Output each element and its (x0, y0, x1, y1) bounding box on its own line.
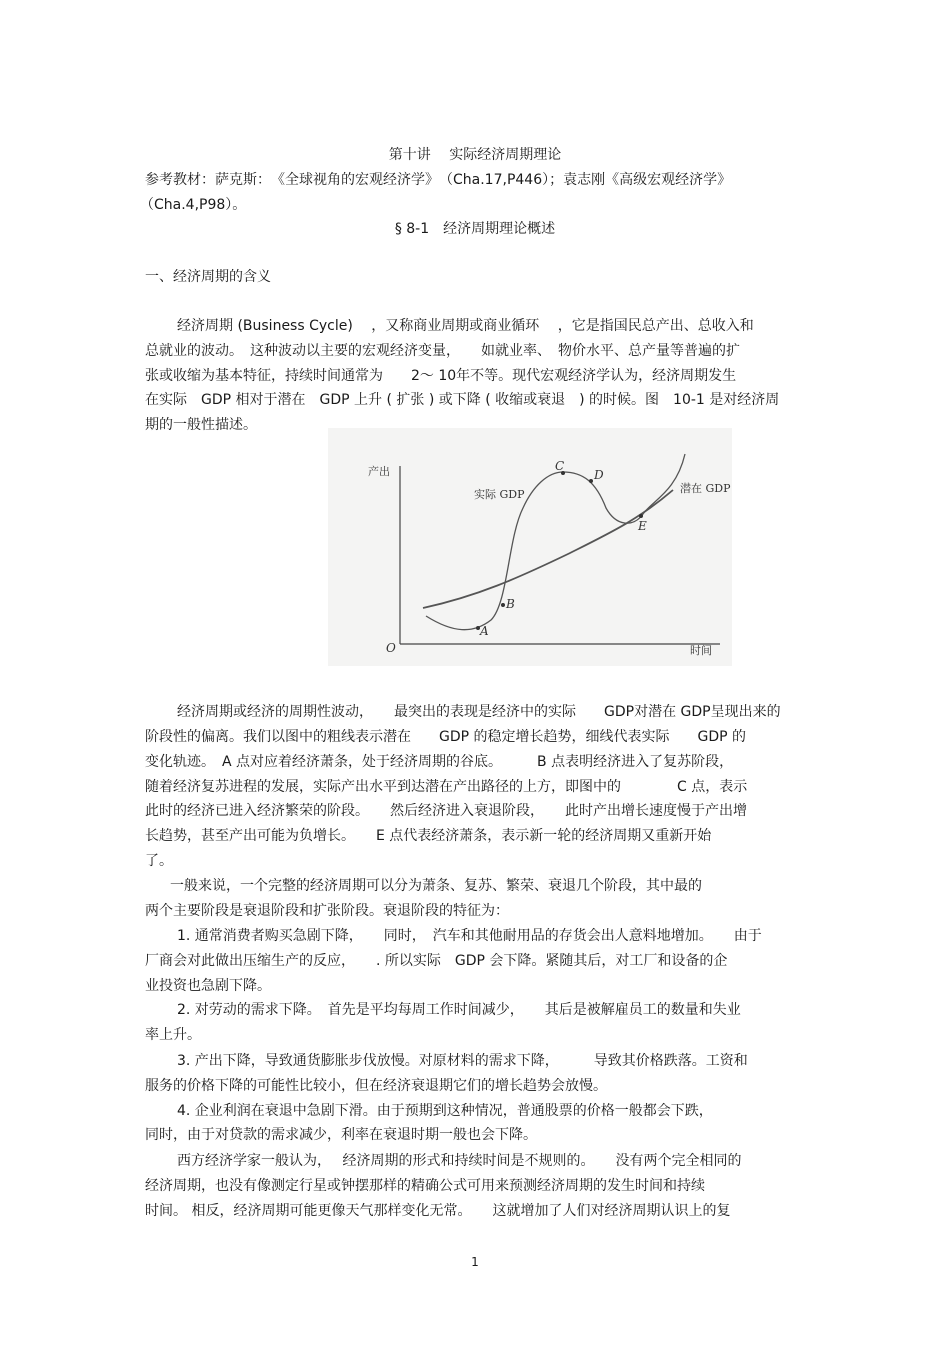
point-d-label: D (594, 468, 604, 482)
business-cycle-figure (328, 428, 732, 666)
paragraph-line: 张或收缩为基本特征，持续时间通常为 2～ 10年不等。现代宏观经济学认为，经济周期发生 (145, 368, 737, 384)
paragraph-line: 总就业的波动。 这种波动以主要的宏观经济变量， 如就业率、 物价水平、总产量等普遍的扩 (145, 343, 740, 359)
list-item-line: 业投资也急剧下降。 (145, 978, 271, 994)
point-b-marker (501, 603, 505, 607)
section-title: § 8-1 经济周期理论概述 (394, 221, 556, 237)
paragraph-line: 经济周期 (Business Cycle) ，又称商业周期或商业循环 ，它是指国民总产出、总收入和 (177, 318, 754, 334)
paragraph-line: 阶段性的偏离。我们以图中的粗线表示潜在 GDP 的稳定增长趋势，细线代表实际 GDP 的 (145, 729, 747, 745)
point-b-label: B (506, 597, 515, 611)
actual-gdp-label: 实际 GDP (474, 488, 525, 501)
list-item-line: 3. 产出下降，导致通货膨胀步伐放慢。对原材料的需求下降， 导致其价格跌落。工资和 (177, 1053, 748, 1069)
reference-line: 参考教材：萨克斯： 《全球视角的宏观经济学》 （Cha.17,P446）；袁志刚《高级宏观经济学》 (145, 172, 732, 188)
y-axis-label: 产出 (368, 465, 390, 478)
list-item-line: 1. 通常消费者购买急剧下降， 同时， 汽车和其他耐用品的存货会出人意料地增加。 由于 (177, 928, 762, 944)
point-a-label: A (480, 624, 489, 638)
list-item-line: 厂商会对此做出压缩生产的反应， . 所以实际 GDP 会下降。紧随其后，对工厂和设备的企 (145, 953, 728, 969)
point-d-marker (589, 479, 593, 483)
paragraph-line: 此时的经济已进入经济繁荣的阶段。 然后经济进入衰退阶段， 此时产出增长速度慢于产出增 (145, 803, 747, 819)
paragraph-line: 随着经济复苏进程的发展，实际产出水平到达潜在产出路径的上方，即图中的 C 点，表示 (145, 779, 748, 795)
list-item-line: 2. 对劳动的需求下降。 首先是平均每周工作时间减少， 其后是被解雇员工的数量和失业 (177, 1002, 741, 1018)
reference-line: （Cha.4,P98）。 (140, 197, 247, 213)
figure-background (328, 428, 732, 666)
list-item-line: 率上升。 (145, 1027, 201, 1043)
paragraph-line: 长趋势，甚至产出可能为负增长。 E 点代表经济萧条，表示新一轮的经济周期又重新开始 (145, 828, 712, 844)
paragraph-line: 了。 (145, 853, 173, 869)
page-number: 1 (471, 1255, 479, 1269)
list-item-line: 4. 企业利润在衰退中急剧下滑。由于预期到这种情况，普通股票的价格一般都会下跌， (177, 1103, 713, 1119)
paragraph-line: 变化轨迹。 A 点对应着经济萧条，处于经济周期的谷底。 B 点表明经济进入了复苏阶段， (145, 754, 734, 770)
paragraph-line: 西方经济学家一般认为， 经济周期的形式和持续时间是不规则的。 没有两个完全相同的 (177, 1153, 742, 1169)
point-c-label: C (555, 459, 565, 473)
paragraph-line: 经济周期或经济的周期性波动， 最突出的表现是经济中的实际 GDP对潜在 GDP呈现出来的 (177, 704, 781, 720)
list-item-line: 同时，由于对贷款的需求减少，利率在衰退时期一般也会下降。 (145, 1127, 537, 1143)
paragraph-line: 在实际 GDP 相对于潜在 GDP 上升 ( 扩张 ) 或下降 ( 收缩或衰退 ) 的时候。图 10-1 是对经济周 (145, 392, 780, 408)
list-item-line: 服务的价格下降的可能性比较小，但在经济衰退期它们的增长趋势会放慢。 (145, 1078, 607, 1094)
subsection-heading: 一、经济周期的含义 (145, 269, 271, 285)
paragraph-line: 期的一般性描述。 (145, 417, 257, 433)
paragraph-line: 一般来说，一个完整的经济周期可以分为萧条、复苏、繁荣、衰退几个阶段，其中最的 (170, 878, 702, 894)
x-axis-label: 时间 (690, 644, 712, 657)
lecture-title: 第十讲 实际经济周期理论 (388, 147, 562, 163)
origin-label: O (386, 641, 396, 655)
point-e-marker (639, 514, 643, 518)
paragraph-line: 经济周期，也没有像测定行星或钟摆那样的精确公式可用来预测经济周期的发生时间和持续 (145, 1178, 705, 1194)
point-e-label: E (638, 519, 647, 533)
potential-gdp-label: 潜在 GDP (680, 482, 731, 495)
paragraph-line: 时间。 相反，经济周期可能更像天气那样变化无常。 这就增加了人们对经济周期认识上的复 (145, 1203, 731, 1219)
paragraph-line: 两个主要阶段是衰退阶段和扩张阶段。衰退阶段的特征为： (145, 903, 509, 919)
